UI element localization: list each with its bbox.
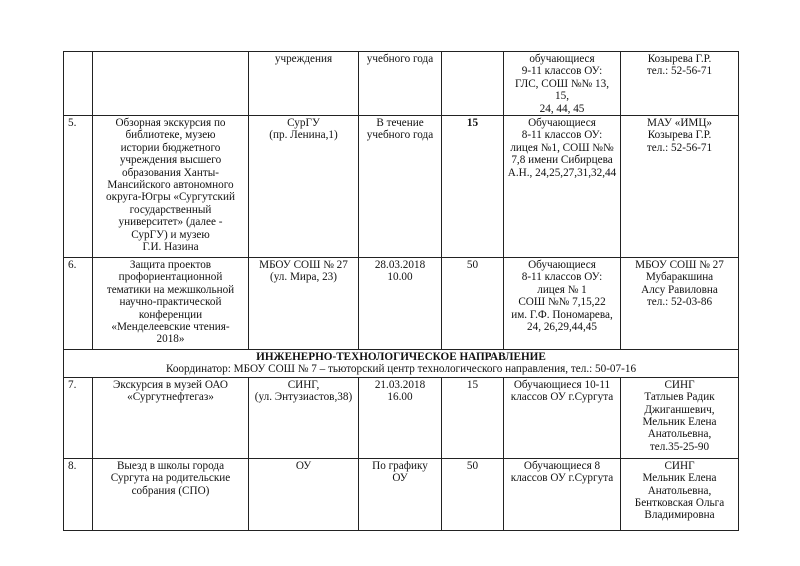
section-title: ИНЖЕНЕРНО-ТЕХНОЛОГИЧЕСКОЕ НАПРАВЛЕНИЕ: [256, 351, 546, 364]
row-number: 7.: [64, 377, 93, 458]
event-count: 50: [442, 458, 504, 530]
event-count: 15: [442, 377, 504, 458]
event-responsible: МБОУ СОШ № 27 Мубаракшина Алсу Равиловна тел.: 52-03-86: [621, 258, 739, 350]
table-row: [64, 377, 739, 458]
event-date: 21.03.2018 16.00: [359, 377, 442, 458]
event-participants: Обучающиеся 10-11 классов ОУ г.Сургута: [504, 377, 621, 458]
event-name: [93, 52, 249, 116]
row-number: 8.: [64, 458, 93, 530]
row-number: [64, 52, 93, 116]
event-place: ОУ: [249, 458, 359, 530]
event-date: В течение учебного года: [359, 116, 442, 258]
event-participants: обучающиеся 9-11 классов ОУ: ГЛС, СОШ №№ 13, 15, 24, 44, 45: [504, 52, 621, 116]
event-place: МБОУ СОШ № 27 (ул. Мира, 23): [249, 258, 359, 350]
event-count: [442, 52, 504, 116]
event-responsible: Козырева Г.Р. тел.: 52-56-71: [621, 52, 739, 116]
event-name: Выезд в школы города Сургута на родительские собрания (СПО): [93, 458, 249, 530]
event-count: 15: [442, 116, 504, 258]
event-name: Экскурсия в музей ОАО «Сургутнефтегаз»: [93, 377, 249, 458]
events-table: [63, 51, 739, 531]
event-name: Обзорная экскурсия по библиотеке, музею истории бюджетного учреждения высшего образования Ханты- Мансийского автономного округа-Югры «Сургутский государственный университет» (далее - СурГУ) и музею Г.И. Назина: [93, 116, 249, 258]
row-number: 6.: [64, 258, 93, 350]
table-row: [64, 52, 739, 116]
event-responsible: СИНГ Мельник Елена Анатольевна, Бентковская Ольга Владимировна: [621, 458, 739, 530]
event-name: Защита проектов профориентационной тематики на межшкольной научно-практической конференции «Менделеевские чтения- 2018»: [93, 258, 249, 350]
table-row: [64, 458, 739, 530]
event-date: По графику ОУ: [359, 458, 442, 530]
section-coordinator: Координатор: МБОУ СОШ № 7 – тьюторский центр технологического направления, тел.: 50-07-16: [165, 363, 637, 376]
event-place: учреждения: [249, 52, 359, 116]
event-responsible: МАУ «ИМЦ» Козырева Г.Р. тел.: 52-56-71: [621, 116, 739, 258]
event-participants: Обучающиеся 8 классов ОУ г.Сургута: [504, 458, 621, 530]
event-participants: Обучающиеся 8-11 классов ОУ: лицея № 1 СОШ №№ 7,15,22 им. Г.Ф. Пономарева, 24, 26,29,44,45: [504, 258, 621, 350]
event-place: СИНГ, (ул. Энтузиастов,38): [249, 377, 359, 458]
section-header: [64, 350, 739, 378]
event-date: учебного года: [359, 52, 442, 116]
event-participants: Обучающиеся 8-11 классов ОУ: лицея №1, СОШ №№ 7,8 имени Сибирцева А.Н., 24,25,27,31,32,44: [504, 116, 621, 258]
event-date: 28.03.2018 10.00: [359, 258, 442, 350]
table-row: [64, 258, 739, 350]
row-number: 5.: [64, 116, 93, 258]
section-header-row: [64, 350, 739, 378]
event-count: 50: [442, 258, 504, 350]
event-place: СурГУ (пр. Ленина,1): [249, 116, 359, 258]
event-responsible: СИНГ Татлыев Радик Джиганшевич, Мельник Елена Анатольевна, тел.35-25-90: [621, 377, 739, 458]
table-row: [64, 116, 739, 258]
